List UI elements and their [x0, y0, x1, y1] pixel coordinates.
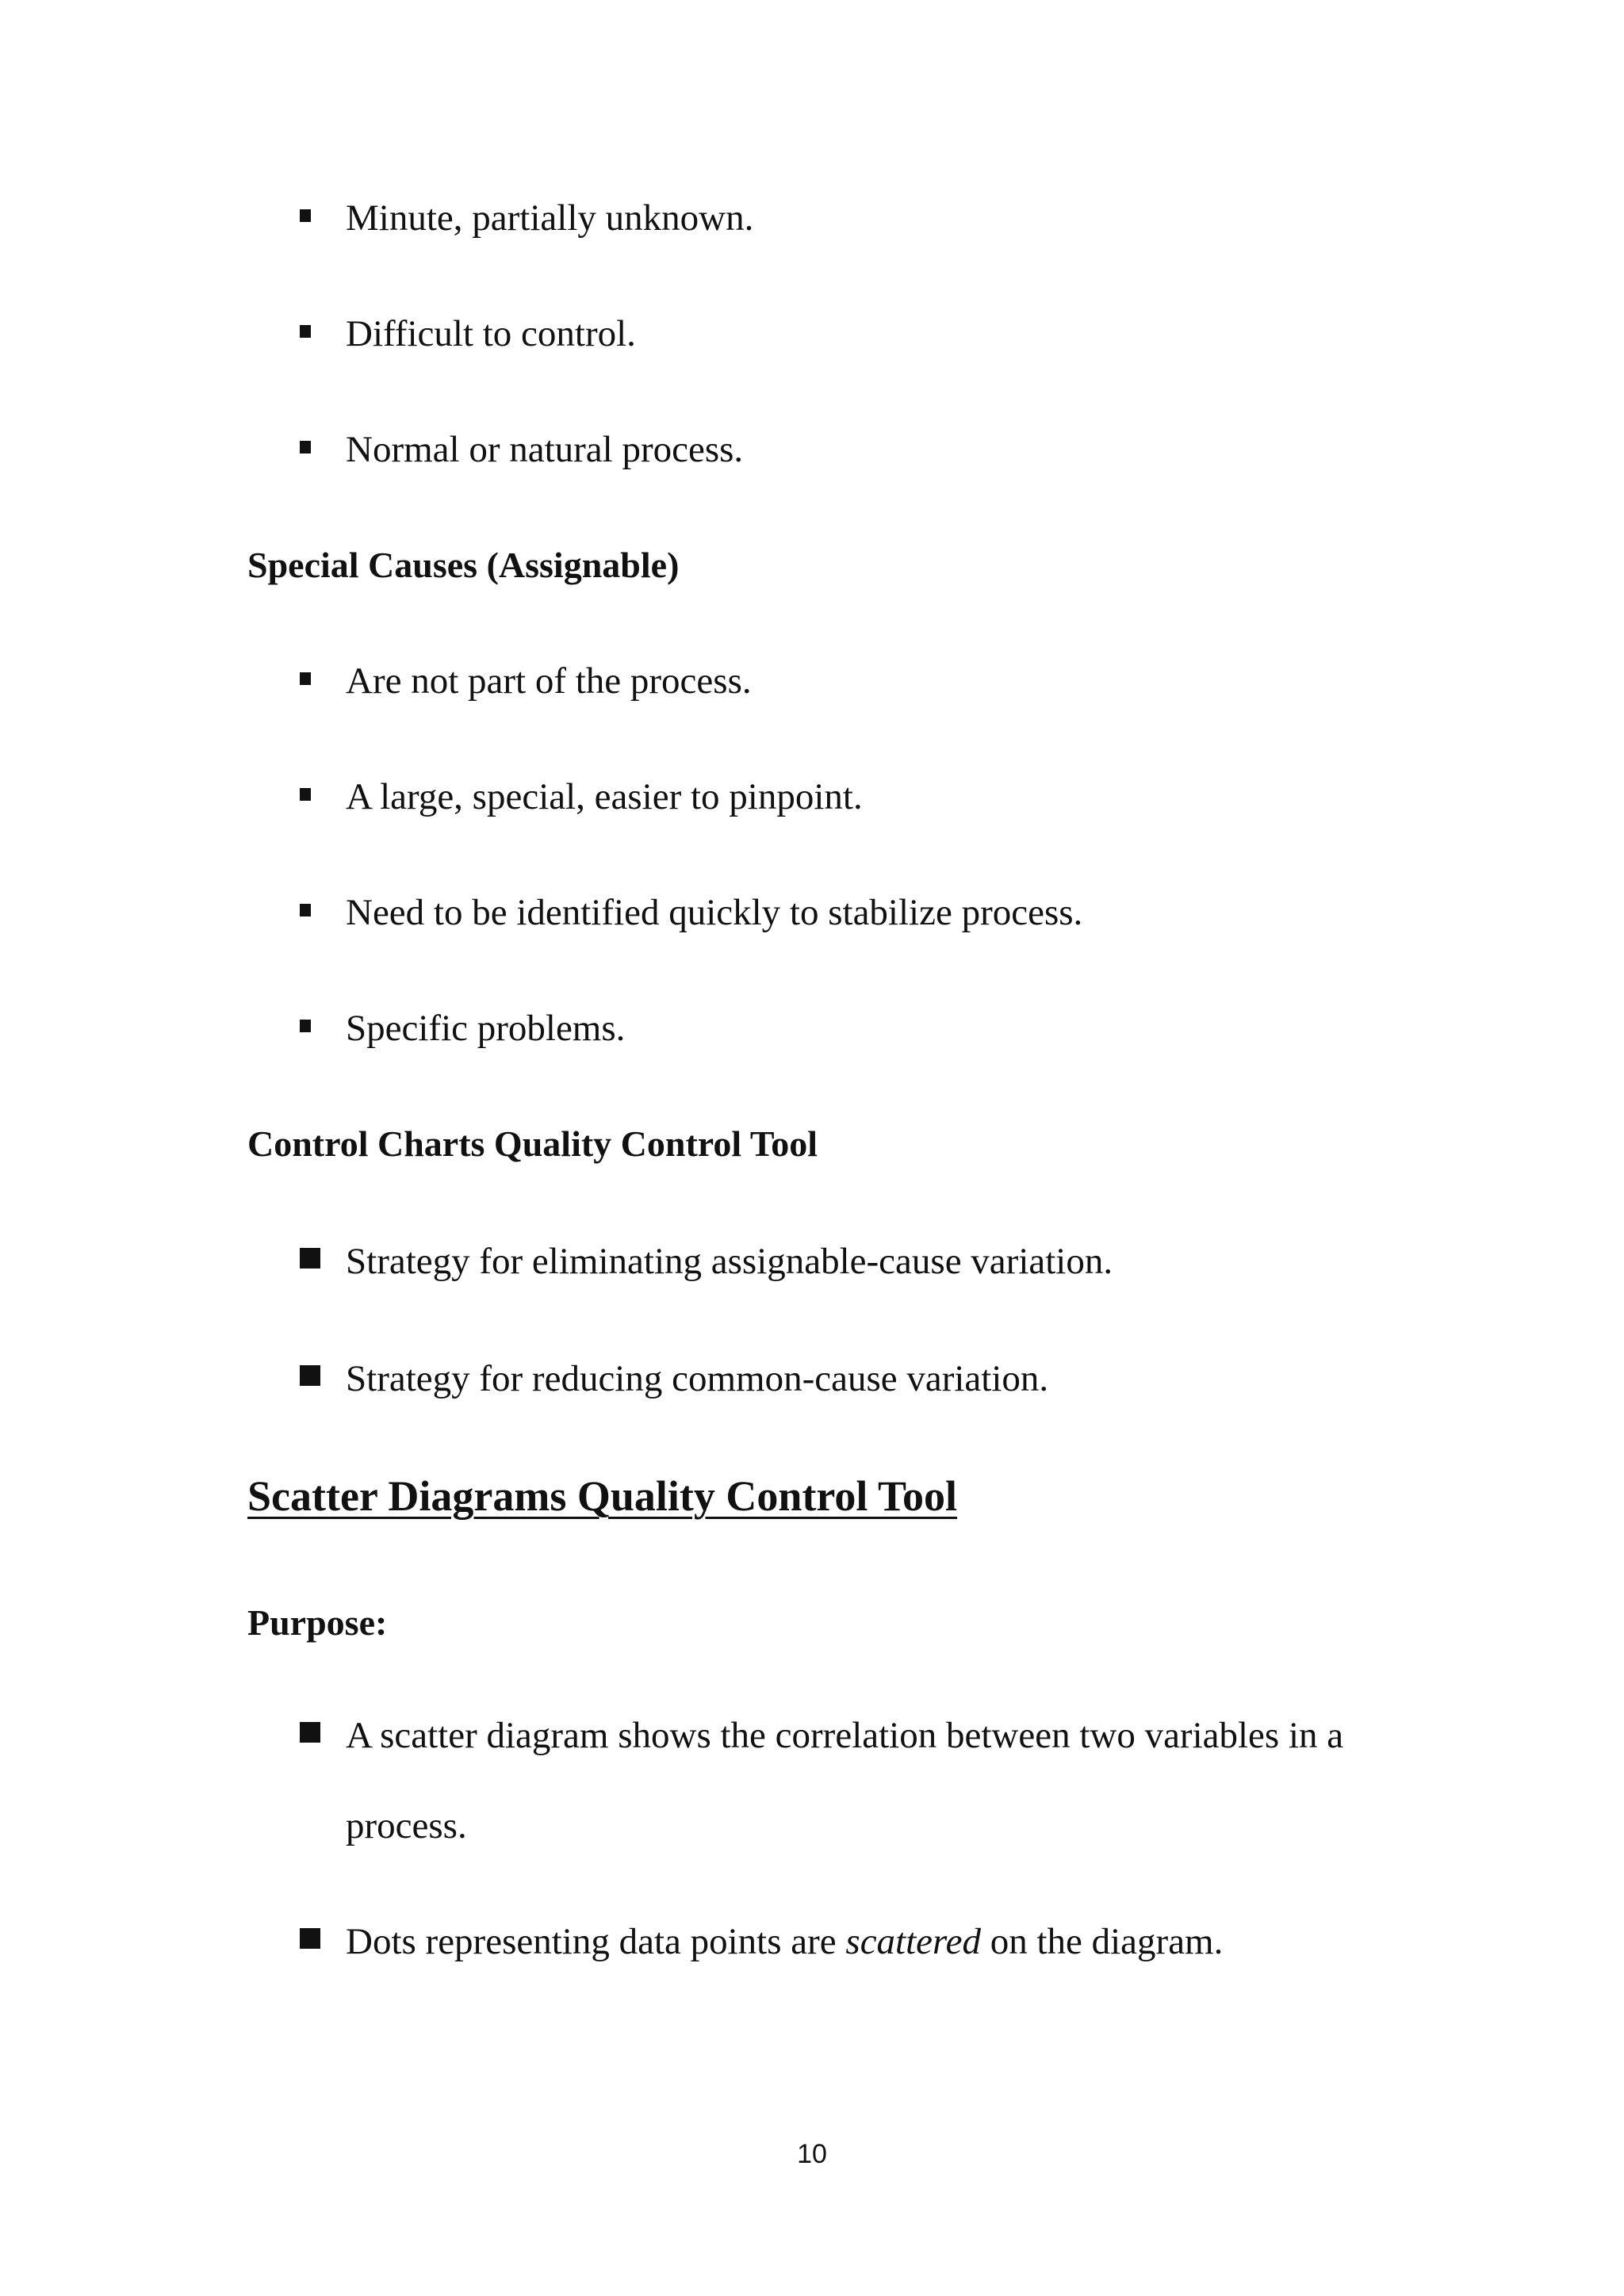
list-item: Difficult to control.: [346, 313, 636, 354]
square-bullet-icon: [300, 1722, 320, 1743]
list-item: [346, 1923, 1223, 1961]
list-item-text: on the diagram.: [980, 1921, 1224, 1962]
square-bullet-icon: [300, 1928, 320, 1949]
list-item: Strategy for reducing common-cause variation.: [346, 1358, 1049, 1399]
list-item-line: A scatter diagram shows the correlation between two variables in a: [346, 1715, 1344, 1756]
list-item: Need to be identified quickly to stabilize process.: [346, 892, 1083, 933]
list-item: Specific problems.: [346, 1008, 626, 1049]
list-item: Minute, partially unknown.: [346, 197, 754, 239]
list-item: Strategy for eliminating assignable-cause variation.: [346, 1241, 1113, 1282]
square-bullet-icon: [300, 672, 311, 685]
square-bullet-icon: [300, 1365, 320, 1386]
control-charts-heading: Control Charts Quality Control Tool: [247, 1123, 818, 1164]
square-bullet-icon: [300, 325, 311, 338]
square-bullet-icon: [300, 904, 311, 916]
square-bullet-icon: [300, 788, 311, 801]
page-number: 10: [797, 2139, 827, 2169]
list-item: Are not part of the process.: [346, 660, 752, 702]
purpose-label: Purpose:: [247, 1602, 388, 1643]
square-bullet-icon: [300, 1248, 320, 1269]
special-causes-heading: Special Causes (Assignable): [247, 545, 680, 585]
list-item: A large, special, easier to pinpoint.: [346, 776, 863, 817]
list-item-text: Dots representing data points are: [346, 1921, 846, 1962]
italic-term: scattered: [845, 1921, 981, 1962]
list-item: Normal or natural process.: [346, 429, 744, 470]
scatter-diagrams-title: Scatter Diagrams Quality Control Tool: [247, 1472, 958, 1520]
square-bullet-icon: [300, 209, 311, 222]
list-item-line: process.: [346, 1805, 467, 1846]
square-bullet-icon: [300, 1020, 311, 1032]
square-bullet-icon: [300, 441, 311, 453]
